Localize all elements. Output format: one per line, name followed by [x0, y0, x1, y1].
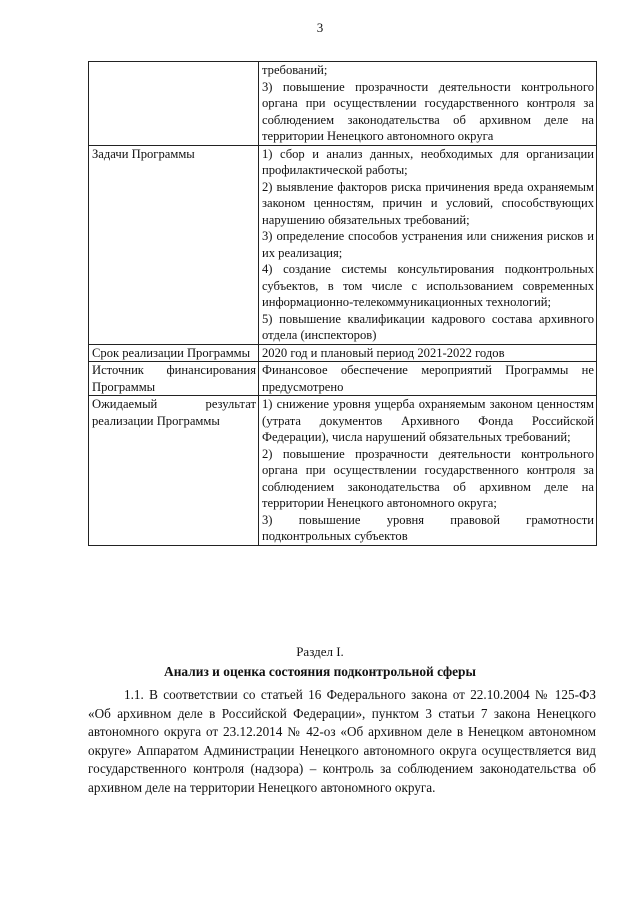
section-paragraph: 1.1. В соответствии со статьей 16 Федерального закона от 22.10.2004 № 125-ФЗ «Об архивном деле в Российской Федерации», пунктом 3 статьи 7 закона Ненецкого автономного округа от 23.12.2014 № 42-оз «Об архивном деле в Ненецком автономном округе» Аппаратом Администрации Ненецкого автономного округа осуществляется вид государственного контроля (надзора) – контроль за соблюдением законодательства об архивном деле на территории Ненецкого автономного округа. [88, 687, 596, 795]
row-content [259, 344, 597, 362]
row-content [259, 396, 597, 546]
row-content [259, 145, 597, 344]
row-label [89, 62, 259, 146]
section-label: Раздел I. [296, 644, 344, 659]
list-item: 2020 год и плановый период 2021-2022 годов [262, 345, 505, 360]
list-item: 3) повышение прозрачности деятельности контрольного органа при осуществлении государственного контроля за соблюдением законодательства об архивном деле на территории Ненецкого автономного округа [262, 79, 594, 143]
section-heading [0, 643, 640, 682]
list-item: 1) снижение уровня ущерба охраняемым законом ценностям (утрата документов Архивного Фонда Российской Федерации), числа нарушений обязательных требований; [262, 397, 594, 444]
list-item: 2) повышение прозрачности деятельности контрольного органа при осуществлении государственного контроля за соблюдением законодательства об архивном деле на территории Ненецкого автономного округа; [262, 446, 594, 510]
list-item: 3) повышение уровня правовой грамотности подконтрольных субъектов [262, 512, 594, 543]
section-title: Анализ и оценка состояния подконтрольной сферы [164, 664, 476, 679]
page-number: 3 [316, 20, 324, 35]
list-item: 5) повышение квалификации кадрового состава архивного отдела (инспекторов) [262, 311, 594, 342]
list-item: 4) создание системы консультирования подконтрольных субъектов, в том числе с использованием современных информационно-телекоммуникационных технологий; [262, 262, 594, 309]
list-item: требований; [262, 63, 328, 77]
row-label: Источник финансирования Программы [89, 362, 259, 396]
table-row [89, 344, 597, 362]
program-passport-table [88, 61, 597, 546]
list-item: 1) сбор и анализ данных, необходимых для организации профилактической работы; [262, 146, 594, 177]
row-label: Ожидаемый результат реализации Программы [89, 396, 259, 546]
table-row [89, 62, 597, 146]
row-label: Задачи Программы [89, 145, 259, 344]
list-item: 3) определение способов устранения или снижения рисков и их реализация; [262, 229, 594, 260]
list-item: Финансовое обеспечение мероприятий Программы не предусмотрено [262, 363, 594, 394]
passport-table-body [89, 62, 597, 546]
row-content [259, 362, 597, 396]
table-row [89, 145, 597, 344]
table-row [89, 396, 597, 546]
row-label: Срок реализации Программы [89, 344, 259, 362]
table-row [89, 362, 597, 396]
row-content [259, 62, 597, 146]
list-item: 2) выявление факторов риска причинения вреда охраняемым законом ценностям, причин и условий, способствующих нарушению обязательных требований; [262, 179, 594, 227]
